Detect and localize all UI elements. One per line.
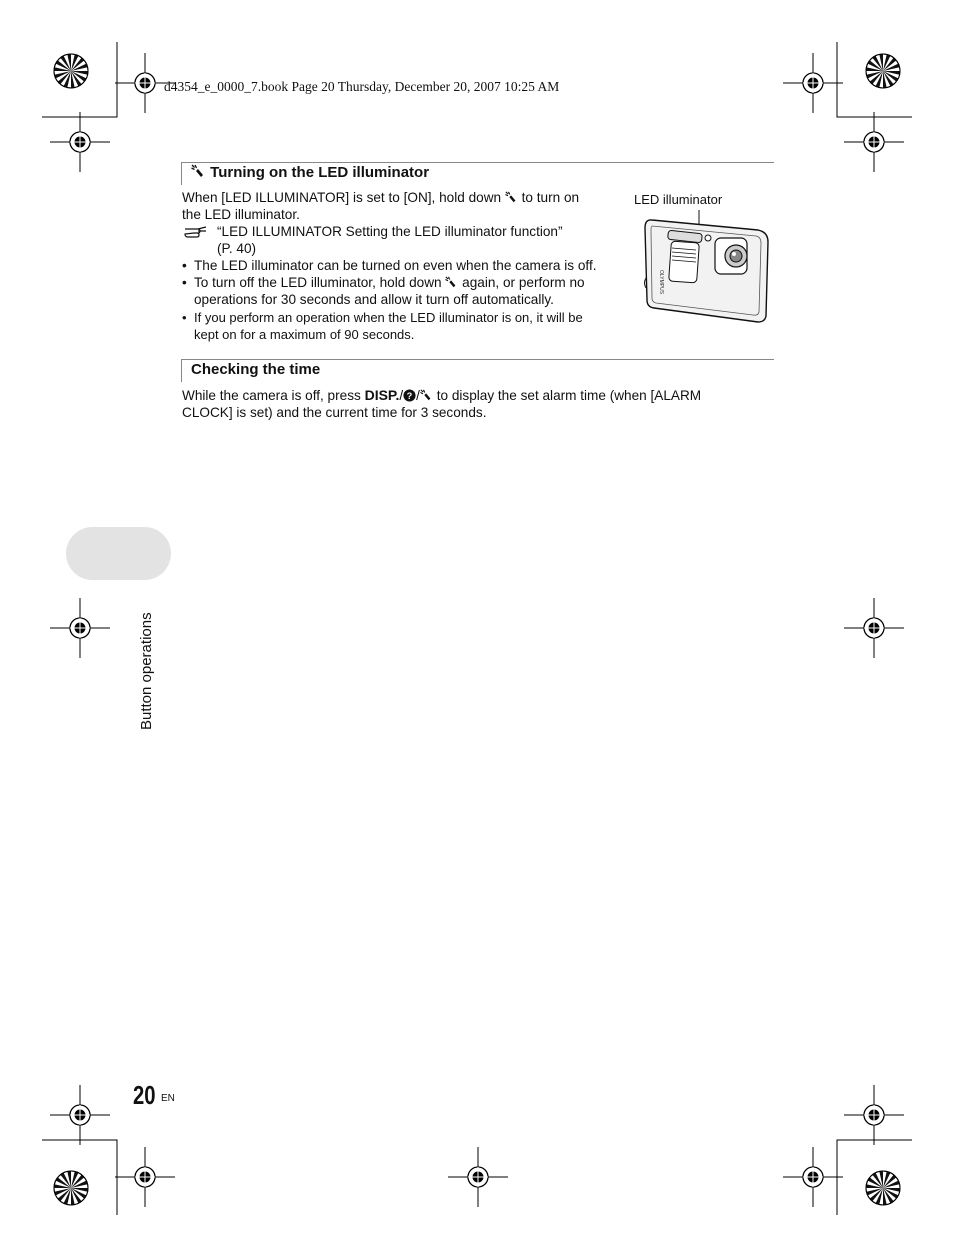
led-button-icon xyxy=(445,276,458,289)
bullet-item: • The LED illuminator can be turned on even when the camera is off. xyxy=(182,257,634,274)
led-button-icon xyxy=(420,389,433,402)
figure-label: LED illuminator xyxy=(634,192,723,207)
bullet-item: • If you perform an operation when the LED illuminator is on, it will be kept on for a maximum of 90 seconds. xyxy=(182,309,622,343)
svg-text:?: ? xyxy=(406,391,413,402)
page-number: 20 xyxy=(133,1080,156,1110)
section-heading-led xyxy=(181,162,774,185)
disp-button-label: DISP. xyxy=(364,387,400,403)
help-button-icon xyxy=(403,389,416,402)
reference-line: “LED ILLUMINATOR Setting the LED illuminator function” (P. 40) xyxy=(182,223,622,257)
bullet-item: • To turn off the LED illuminator, hold down again, or perform no operations for 30 seconds and allow it turn off automatically. xyxy=(182,274,622,308)
page-language: EN xyxy=(161,1093,175,1104)
chapter-label: Button operations xyxy=(138,612,155,730)
chapter-tab xyxy=(66,527,171,580)
book-header-line: d4354_e_0000_7.book Page 20 Thursday, December 20, 2007 10:25 AM xyxy=(164,79,560,94)
section-title: Checking the time xyxy=(191,361,321,378)
section-title: Turning on the LED illuminator xyxy=(210,164,430,181)
led-illuminator-icon xyxy=(191,164,206,179)
time-instructions: While the camera is off, press DISP./ ? / to display the set alarm time (when [ALARM CLOCK] is set) and the current time for 3 seconds. xyxy=(182,387,702,420)
section-heading-time xyxy=(181,359,774,382)
camera-illustration xyxy=(640,208,775,326)
svg-text:OLYMPUS: OLYMPUS xyxy=(658,270,664,295)
pointing-hand-icon xyxy=(184,225,208,239)
led-button-icon xyxy=(505,191,518,204)
led-intro: When [LED ILLUMINATOR] is set to [ON], hold down to turn on the LED illuminator. “LED ILLUMINATOR Setting the LED illuminator function” (P. 40) • The LED illuminator can be turned on even when the camera is off. • To turn off the LED illuminator, hold down again, or perform no operations for 30 seconds and allow it turn off automatically. • If you perform an operation when the LED illuminator is on, it will be kept on for a maximum of 90 seconds. xyxy=(182,189,622,343)
